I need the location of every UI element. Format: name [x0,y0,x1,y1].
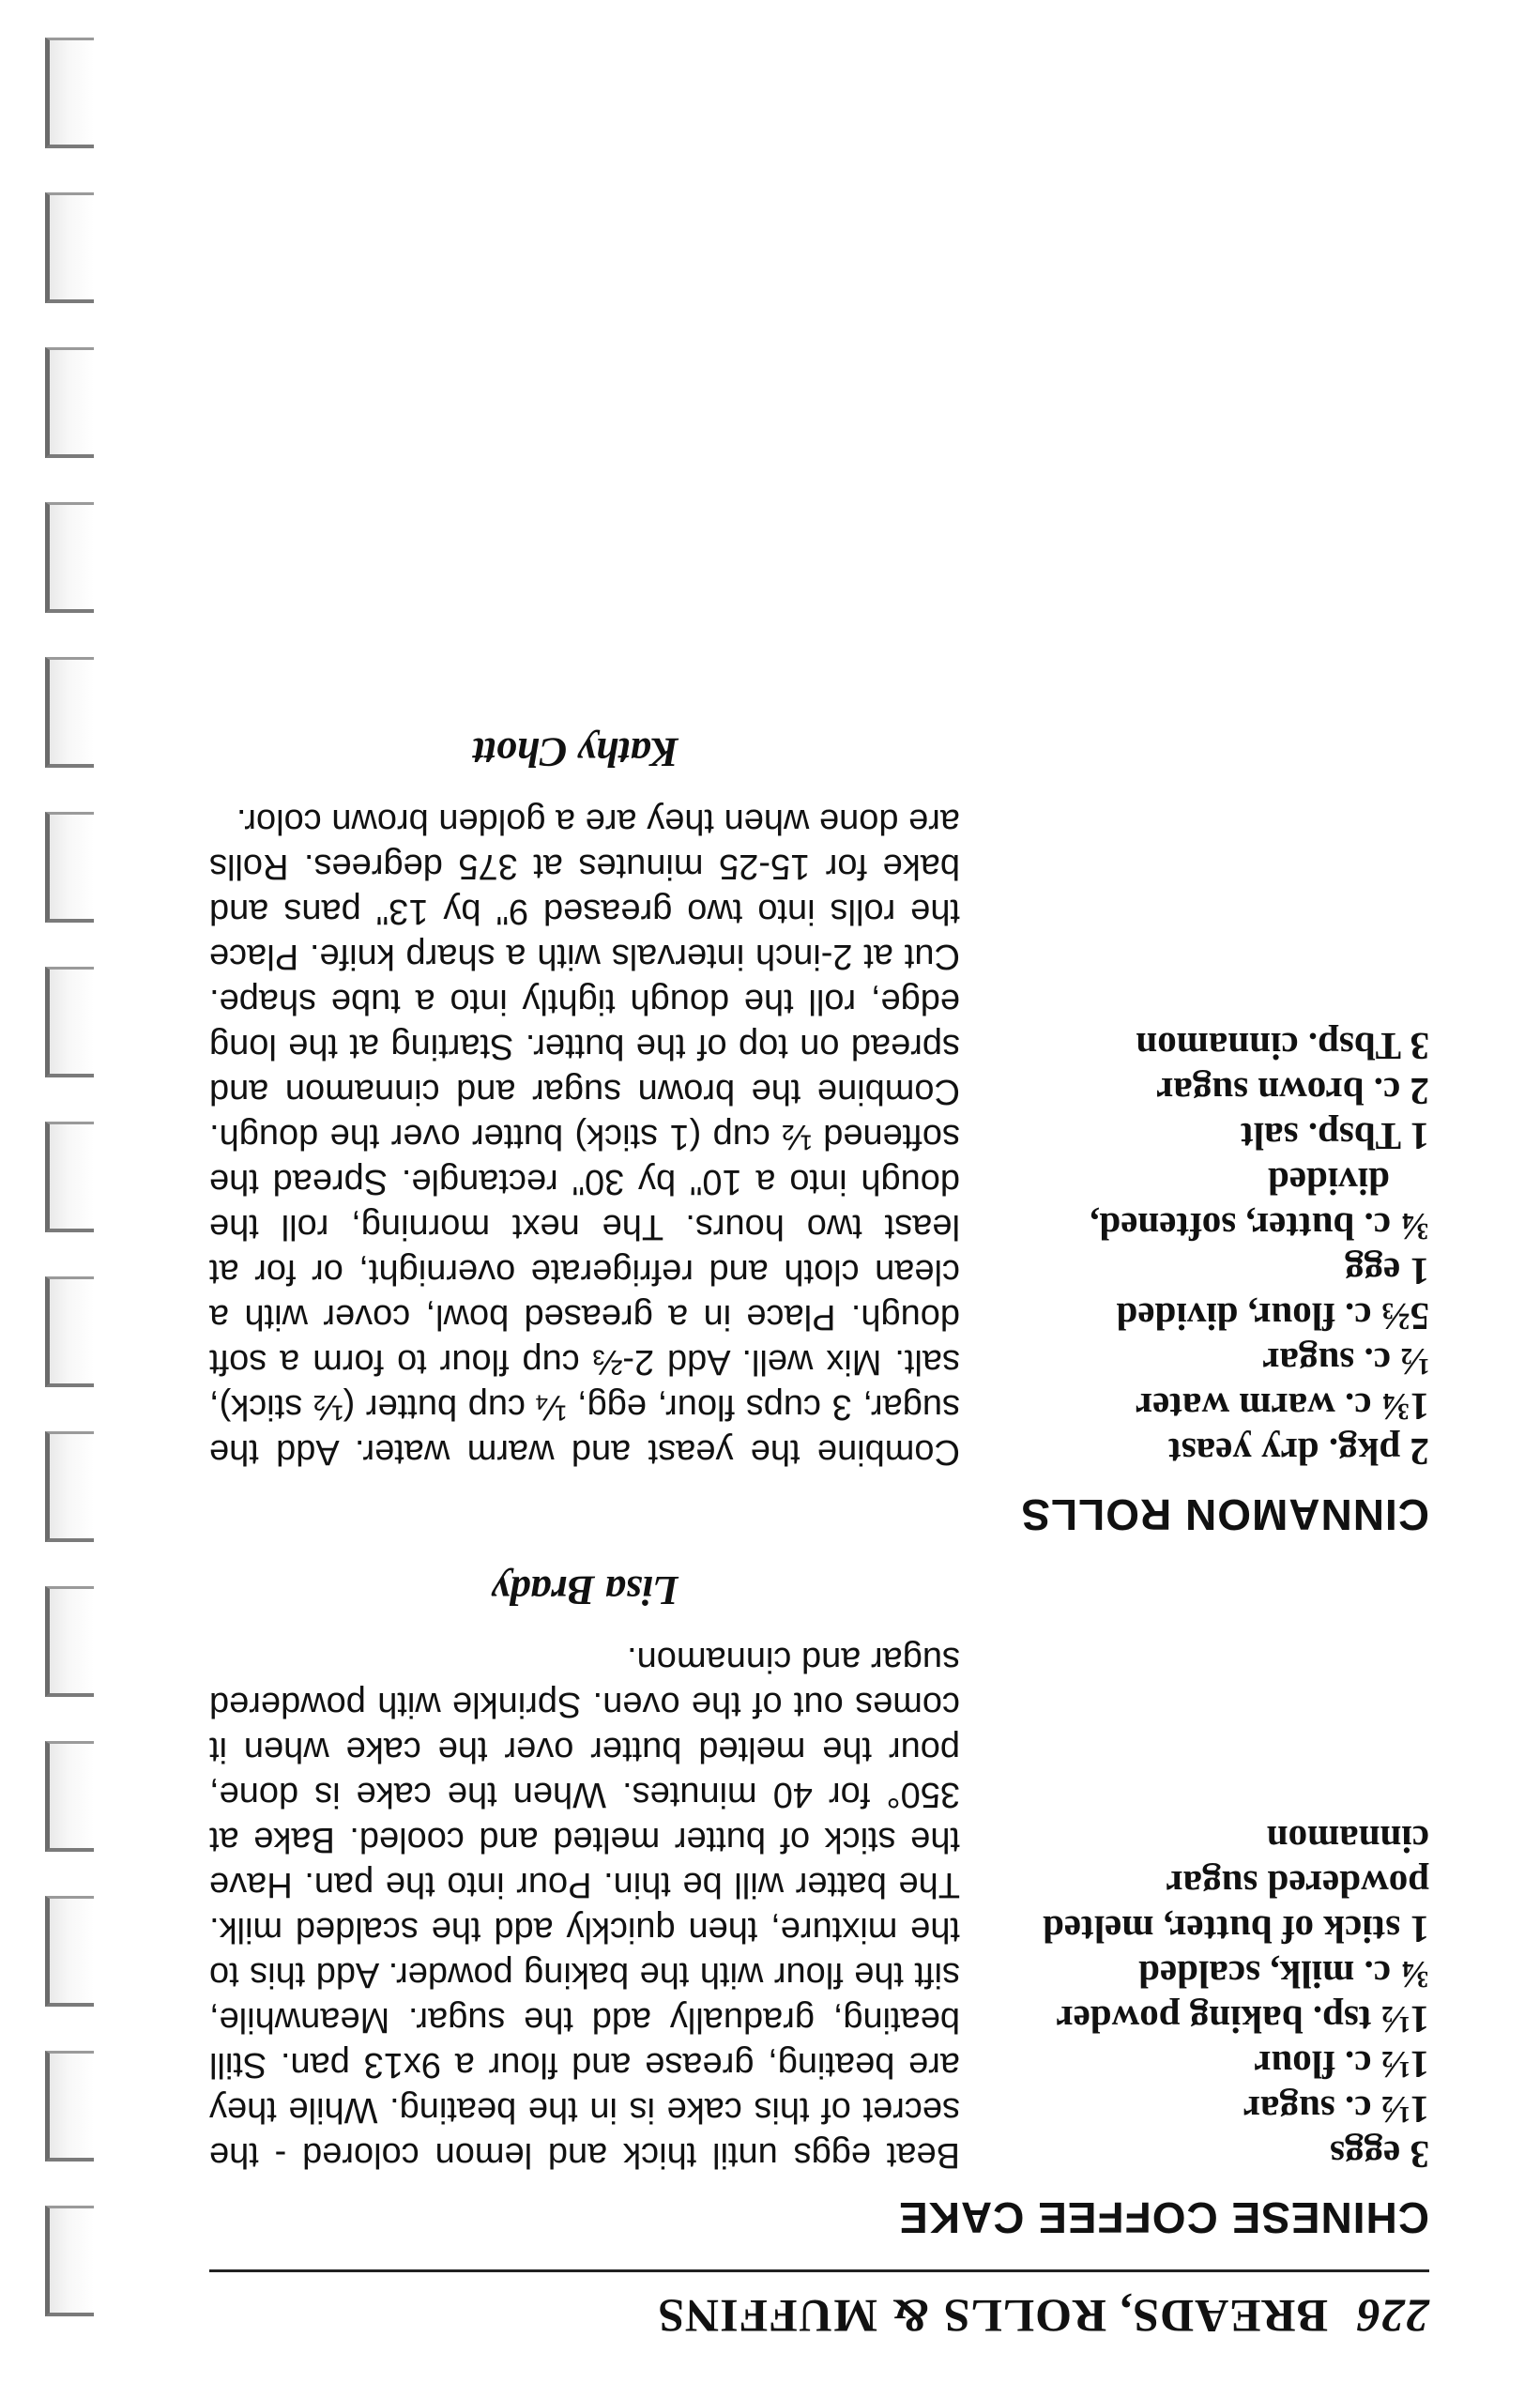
page-number: 226 [1356,2290,1429,2343]
ingredient-item: 1¾ c. warm water [1135,1385,1429,1428]
page-content [191,728,1429,2344]
method-text: Beat eggs until thick and lemon colored - the secret of this cake is in the beating. While they are beating, grease and flour a 9x13 pan. Still beating, gradually add the sugar. Meanwhile, sift the flour with the baking powder. Add this to the mixture, then quickly add the scalded milk. The batter will be thin. Pour into the pan. Have the stick of butter melted and cooled. Bake at 350° for 40 minutes. When the cake is done, pour the melted butter over the cake when it comes out of the oven. Sprinkle with powdered sugar and cinnamon. [209,1640,960,2175]
ingredient-list [960,1817,1429,2177]
ingredient-item: 2 c. brown sugar [1156,1070,1429,1113]
running-head [191,2278,1429,2344]
recipe-body [191,1637,1429,2177]
ingredient-item: 1 Tbsp. salt [1241,1115,1429,1158]
recipe-author: Kathy Chott [473,729,679,775]
ingredient-item: 1½ c. sugar [1243,2088,1429,2131]
recipe-chinese-coffee-cake [191,1566,1429,2243]
ingredient-item: 1½ tsp. baking powder [1056,1998,1429,2041]
ingredient-item: ½ c. sugar [1262,1340,1429,1383]
ingredient-item: 1 egg [1345,1250,1429,1293]
ingredient-item: cinnamon [1266,1818,1429,1861]
header-rule [209,2269,1429,2272]
method-text: Combine the yeast and warm water. Add the sugar, 3 cups flour, egg, ¼ cup butter (½ stick), salt. Mix well. Add 2-⅔ cup flour to form a soft dough. Place in a greased bowl, cover with a clean cloth and refrigerate overnight, or for at least two hours. The next morning, roll the dough into a 10" by 30" rectangle. Spread the softened ½ cup (1 stick) butter over the dough. Combine the brown sugar and cinnamon and spread on top of the butter. Starting at the long edge, roll the dough tightly into a tube shape. Cut at 2-inch intervals with a sharp knife. Place the rolls into two greased 9" by 13" pans and bake for 15-25 minutes at 375 degrees. Rolls are done when they are a golden brown color. [209,802,960,1472]
section-title: BREADS, ROLLS & MUFFINS [657,2290,1328,2343]
ingredient-item: 1½ c. flour [1254,2043,1429,2086]
recipe-cinnamon-rolls [191,728,1429,1540]
recipe-title: CINNAMON ROLLS [1020,1490,1429,1539]
ingredient-item: 3 Tbsp. cinnamon [1136,1025,1429,1068]
ingredient-item: 5⅔ c. flour, divided [1116,1295,1429,1338]
recipe-author: Lisa Brady [491,1567,679,1613]
ingredient-list [960,1024,1429,1474]
recipe-title: CHINESE COFFEE CAKE [898,2193,1429,2242]
ingredient-item: 1 stick of butter, melted [1043,1908,1429,1951]
ingredient-item: ¾ c. milk, scalded [1138,1953,1429,1996]
recipe-body [191,799,1429,1474]
recipe-method [209,799,960,1474]
recipe-method [209,1637,960,2177]
ingredient-item: ¾ c. butter, softened, divided [1090,1160,1429,1248]
ingredient-item: 2 pkg. dry yeast [1168,1430,1429,1474]
ingredient-item: powdered sugar [1166,1863,1429,1906]
ingredient-item: 3 eggs [1330,2133,1429,2177]
